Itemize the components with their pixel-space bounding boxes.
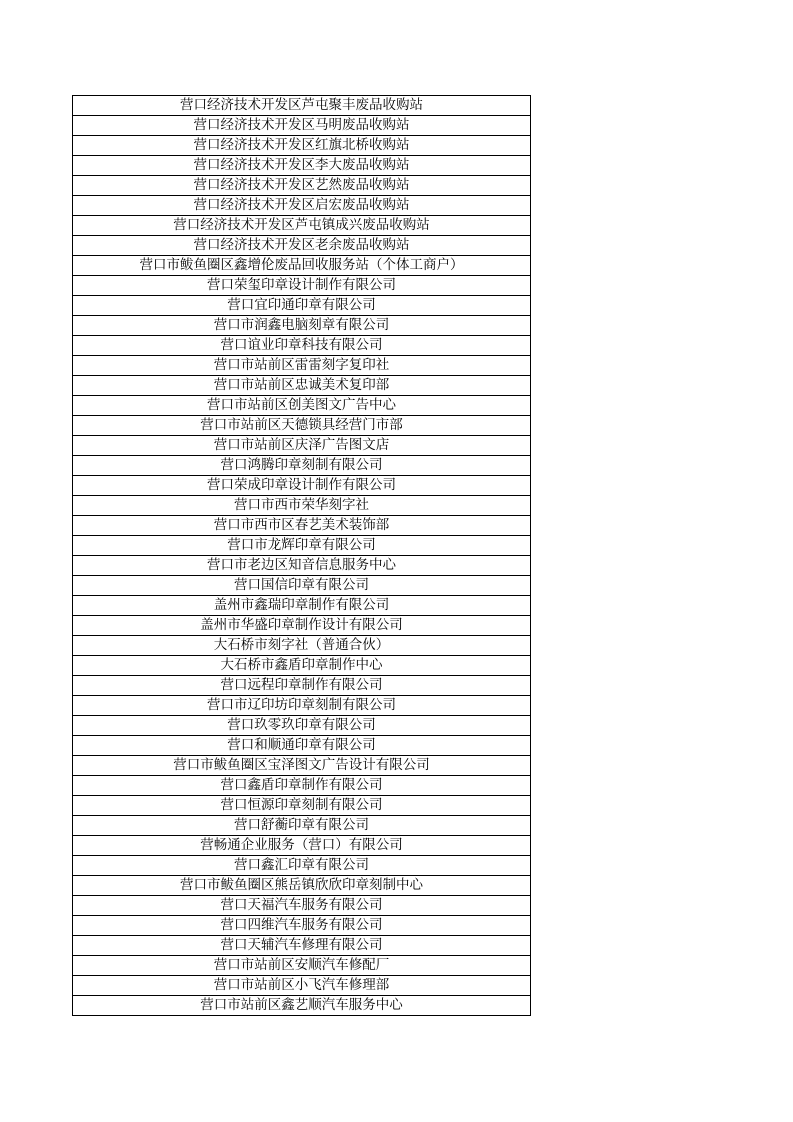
table-row — [73, 596, 531, 616]
table-row — [73, 676, 531, 696]
company-name-cell: 营口市西市区春艺美术装饰部 — [73, 516, 531, 536]
company-name-cell: 营口市老边区知音信息服务中心 — [73, 556, 531, 576]
company-name-cell: 大石桥市刻字社（普通合伙） — [73, 636, 531, 656]
table-row — [73, 796, 531, 816]
company-list-table — [72, 95, 531, 1016]
company-name-cell: 营口经济技术开发区启宏废品收购站 — [73, 196, 531, 216]
company-name-cell: 营口荣玺印章设计制作有限公司 — [73, 276, 531, 296]
table-row — [73, 536, 531, 556]
company-name-cell: 营口经济技术开发区老余废品收购站 — [73, 236, 531, 256]
company-name-cell: 营畅通企业服务（营口）有限公司 — [73, 836, 531, 856]
table-row — [73, 436, 531, 456]
table-row — [73, 696, 531, 716]
company-name-cell: 营口天福汽车服务有限公司 — [73, 896, 531, 916]
company-name-cell: 营口市站前区小飞汽车修理部 — [73, 976, 531, 996]
table-row — [73, 456, 531, 476]
company-name-cell: 营口市鲅鱼圈区鑫增伦废品回收服务站（个体工商户） — [73, 256, 531, 276]
company-name-cell: 营口天辅汽车修理有限公司 — [73, 936, 531, 956]
table-row — [73, 856, 531, 876]
table-row — [73, 476, 531, 496]
company-name-cell: 营口荣成印章设计制作有限公司 — [73, 476, 531, 496]
company-name-cell: 营口市龙辉印章有限公司 — [73, 536, 531, 556]
company-name-cell: 营口玖零玖印章有限公司 — [73, 716, 531, 736]
table-row — [73, 576, 531, 596]
table-row — [73, 396, 531, 416]
table-row — [73, 836, 531, 856]
table-row — [73, 996, 531, 1016]
company-name-cell: 营口四维汽车服务有限公司 — [73, 916, 531, 936]
table-row — [73, 656, 531, 676]
table-row — [73, 956, 531, 976]
company-name-cell: 营口市鲅鱼圈区熊岳镇欣欣印章刻制中心 — [73, 876, 531, 896]
company-name-cell: 营口市西市荣华刻字社 — [73, 496, 531, 516]
table-row — [73, 616, 531, 636]
company-name-cell: 营口宜印通印章有限公司 — [73, 296, 531, 316]
company-name-cell: 营口市站前区安顺汽车修配厂 — [73, 956, 531, 976]
company-name-cell: 营口市站前区庆泽广告图文店 — [73, 436, 531, 456]
spreadsheet-page — [72, 95, 531, 1016]
company-name-cell: 营口经济技术开发区艺然废品收购站 — [73, 176, 531, 196]
company-name-cell: 营口远程印章制作有限公司 — [73, 676, 531, 696]
table-row — [73, 936, 531, 956]
company-name-cell: 营口恒源印章刻制有限公司 — [73, 796, 531, 816]
table-row — [73, 116, 531, 136]
table-row — [73, 556, 531, 576]
table-row — [73, 236, 531, 256]
company-name-cell: 营口经济技术开发区马明废品收购站 — [73, 116, 531, 136]
table-row — [73, 916, 531, 936]
table-row — [73, 96, 531, 116]
table-row — [73, 216, 531, 236]
company-name-cell: 营口鑫汇印章有限公司 — [73, 856, 531, 876]
table-row — [73, 736, 531, 756]
company-name-cell: 营口市站前区天德锁具经营门市部 — [73, 416, 531, 436]
table-row — [73, 636, 531, 656]
company-name-cell: 营口舒蘅印章有限公司 — [73, 816, 531, 836]
table-row — [73, 276, 531, 296]
table-row — [73, 376, 531, 396]
company-name-cell: 营口市站前区忠诚美术复印部 — [73, 376, 531, 396]
table-row — [73, 756, 531, 776]
company-name-cell: 营口国信印章有限公司 — [73, 576, 531, 596]
table-row — [73, 136, 531, 156]
company-name-cell: 营口经济技术开发区李大废品收购站 — [73, 156, 531, 176]
company-name-cell: 营口经济技术开发区芦屯镇成兴废品收购站 — [73, 216, 531, 236]
table-row — [73, 816, 531, 836]
table-row — [73, 896, 531, 916]
table-row — [73, 296, 531, 316]
company-name-cell: 营口市辽印坊印章刻制有限公司 — [73, 696, 531, 716]
company-name-cell: 营口市润鑫电脑刻章有限公司 — [73, 316, 531, 336]
table-row — [73, 356, 531, 376]
table-row — [73, 716, 531, 736]
table-row — [73, 316, 531, 336]
table-row — [73, 156, 531, 176]
company-name-cell: 营口鑫盾印章制作有限公司 — [73, 776, 531, 796]
table-row — [73, 336, 531, 356]
company-list-body — [73, 96, 531, 1016]
company-name-cell: 营口经济技术开发区芦屯聚丰废品收购站 — [73, 96, 531, 116]
table-row — [73, 496, 531, 516]
company-name-cell: 营口市鲅鱼圈区宝泽图文广告设计有限公司 — [73, 756, 531, 776]
table-row — [73, 196, 531, 216]
company-name-cell: 盖州市华盛印章制作设计有限公司 — [73, 616, 531, 636]
company-name-cell: 营口经济技术开发区红旗北桥收购站 — [73, 136, 531, 156]
company-name-cell: 营口和顺通印章有限公司 — [73, 736, 531, 756]
table-row — [73, 416, 531, 436]
table-row — [73, 776, 531, 796]
company-name-cell: 大石桥市鑫盾印章制作中心 — [73, 656, 531, 676]
table-row — [73, 876, 531, 896]
company-name-cell: 盖州市鑫瑞印章制作有限公司 — [73, 596, 531, 616]
table-row — [73, 516, 531, 536]
company-name-cell: 营口市站前区创美图文广告中心 — [73, 396, 531, 416]
table-row — [73, 256, 531, 276]
company-name-cell: 营口市站前区鑫艺顺汽车服务中心 — [73, 996, 531, 1016]
company-name-cell: 营口鸿腾印章刻制有限公司 — [73, 456, 531, 476]
company-name-cell: 营口市站前区雷雷刻字复印社 — [73, 356, 531, 376]
table-row — [73, 176, 531, 196]
table-row — [73, 976, 531, 996]
company-name-cell: 营口谊业印章科技有限公司 — [73, 336, 531, 356]
